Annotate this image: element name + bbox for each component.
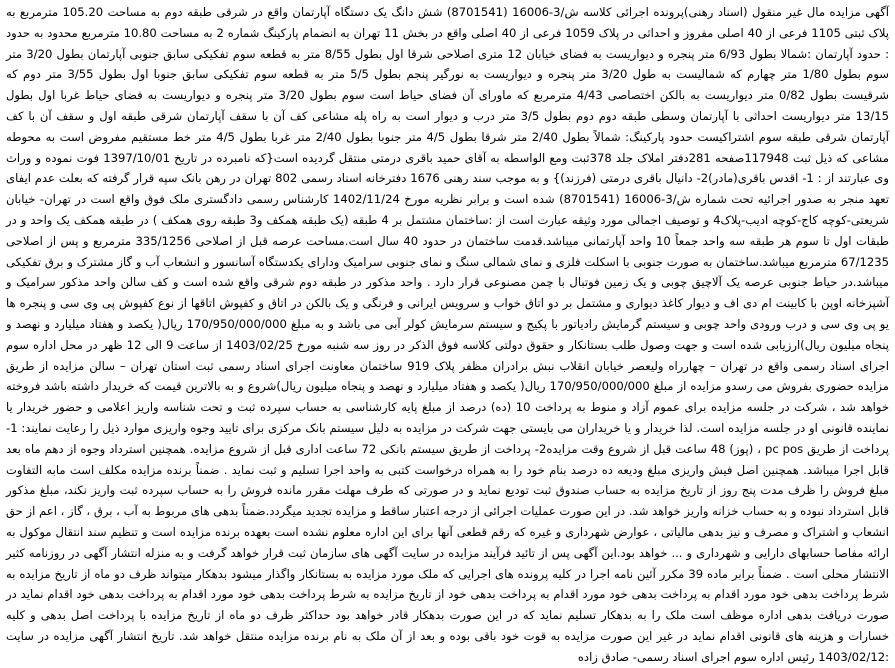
- auction-notice-body: آگهی مزایده مال غیر منقول (اسناد رهنی)پرونده اجرائی کلاسه ش/3-16006 (8701541) شش دانگ یک دستگاه آپارتمان واقع در شرقی طبقه دوم به مساحت 105.20 مترمربع به پلاک ثبتی 1105 فرعی از 40 اصلی مفروز و احداثی در پلاک 1059 فرعی از 40 اصلی واقع در بخش 11 تهران به انضمام پارکینگ شماره 2 به مساحت 10.80 مترمربع محدود به حدود : حدود آپارتمان :شمالا بطول 6/93 متر پنجره و دیواریست به فضای خیابان 12 متری اصلاحی شرقا اول بطول 8/55 متر به قطعه سوم تفکیکی سابق جنوبی آپارتمان بطول 3/20 متر سوم بطول 1/80 متر چهارم که شمالیست به طول 3/20 متر پنجره و دیواریست به نورگیر پنجم بطول 5/5 متر به قطعه سوم تفکیکی سابق جنوبا اول بطول 3/55 متر دوم که شرقیست بطول 0/82 متر دیواریست به بالکن اختصاصی 4/43 مترمربع که ماورای آن فضای حیاط است سوم بطول 3/20 متر پنجره و دیواریست به فضای حیاط غربا اول بطول 13/15 متر دیواریست احداثی با آپارتمان وسطی طبقه دوم دوم بطول 3/5 متر درب و دیوار است به راه پله مشاعی کف آن با سقف آپارتمان شرقی طبقه اول و سقف آن با کف آپارتمان شرقی طبقه سوم اشتراکیست حدود پارکینگ: شمالاً بطول 2/40 متر شرقا بطول 4/5 متر جنوبا بطول 2/40 متر غربا بطول 4/5 متر خط مستقیم مفروض است به محوطه مشاعی که ذیل ثبت 117948صفحه 281دفتر املاک جلد 378ثبت ومع الواسطه به آقای حمید باقری درمتی منتقل گردیده است{که نامبرده در تاریخ 1397/10/01 فوت نموده و وراث وی عبارتند از : 1- اقدس باقری(مادر)2- دانیال باقری درمتی (فرزند)} و به موجب سند رهنی 1676 دفترخانه اسناد رسمی 802 تهران در رهن بانک سپه قرار گرفته که بعلت عدم ایفای تعهد منجر به صدور اجرائیه تحت شماره ش/3-16006 (8701541) شده است و برابر نظریه مورخ 1402/11/24 کارشناس رسمی دادگستری ملک فوق واقع است در تهران- خیابان شریعتی-کوچه کاج-کوچه ادیب-پلاک4 و توصیف اجمالی مورد وثیقه عبارت است از :ساختمان مشتمل بر 4 طبقه (یک طبقه همکف و3 طبقه روی همکف ) در طبقه همکف یک واحد و در طبقات اول تا سوم هر طبقه سه واحد جمعاً 10 واحد آپارتمانی میباشد.قدمت ساختمان در حدود 40 سال است.مساحت عرصه قبل از اصلاحی 335/1256 مترمربع و پس از اصلاحی 67/1235 مترمربع میباشد.ساختمان به صورت جنوبی با اسکلت فلزی و نمای شمالی سنگ و نمای جنوبی سرامیک ودارای یکدستگاه آسانسور و انشعاب آب و گاز مشترک و برق تفکیکی میباشد.در حیاط جنوبی عرصه یک آلاچیق چوبی و یک زمین فوتبال با چمن مصنوعی قرار دارد . واحد مذکور در طبقه دوم شرقی واقع شده است و کف سالن واحد مذکور سرامیک و آشپزخانه اوپن با کابینت ام دی اف و دیوار کاغذ دیواری و مشتمل بر دو اتاق خواب و سرویس ایرانی و فرنگی و یک بالکن در اتاق و کفپوش اتاقها از نوع کفپوش پی وی سی و پنجره ها یو پی وی سی و درب ورودی واحد چوبی و سیستم گرمایش رادیاتور با پکیج و سیستم سرمایش کولر آبی می باشد و به مبلغ 170/950/000/000 ریال( یکصد و هفتاد میلیارد و نهصد و پنجاه میلیون ریال)ارزیابی شده است و جهت وصول طلب بستانکار و حقوق دولتی کلاسه فوق الذکر در روز سه شنبه مورخ 1403/02/25 از ساعت 9 الی 12 ظهر در محل اداره سوم اجرای اسناد رسمی واقع در تهران – چهارراه ولیعصر خیابان انقلاب نبش برادران مظفر پلاک 919 ساختمان معاونت اجرای اسناد رسمی ثبت استان تهران – سالن مزایده از طریق مزایده حضوری بفروش می رسدو مزایده از مبلغ 170/950/000/000 ریال( یکصد و هفتاد میلیارد و نهصد و پنجاه میلیون ریال)شروع و به بالاترین قیمت که خریدار داشته باشد فروخته خواهد شد ، شرکت در جلسه مزایده برای عموم آزاد و منوط به پرداخت 10 (ده) درصد از مبلغ پایه کارشناسی به حساب سپرده ثبت و تحت شناسه واریز اعلامی و حضور خریدار یا نماینده قانونی او در جلسه مزایده است. لذا خریدار و یا خریداران می بایستی جهت شرکت در مزایده به دلیل سیستم بانک مرکزی برای تایید وجوه واریزی موارد ذیل را رعایت نمایند: 1- پرداخت از طریق pc pos ، (پوز) 48 ساعت قبل از شروع وقت مزایده2- پرداخت از طریق سیستم بانکی 72 ساعت اداری قبل از شروع مزایده. همچنین استرداد وجوه از دهم ماه بعد قابل اجرا میباشد. همچنین اصل فیش واریزی مبلغ ودیعه ده درصد بنام خود را به همراه درخواست کتبی به واحد اجرا تسلیم و ثبت نماید . ضمناً برنده مزایده مکلف است مابه التفاوت مبلغ فروش را ظرف مدت پنج روز از تاریخ مزایده به حساب صندوق ثبت تودیع نماید و در صورتی که طرف مهلت مقرر مانده فروش را به حساب سپرده ثبت واریز نکند، مبلغ مذکور قابل استرداد نبوده و به حساب خزانه واریز خواهد شد. در این صورت عملیات اجرائی از درجه اعتبار ساقط و مزایده تجدید میگردد.ضمناً بدهی های مربوط به آب ، برق ، گاز ، اعم از حق انشعاب و اشتراک و مصرف و نیز بدهی مالیاتی ، عوارض شهرداری و غیره که رقم قطعی آنها برای این اداره معلوم نشده است بعهده برنده مزایده است و تنظیم سند انتقال موکول به ارائه مفاصا حسابهای دارایی و شهرداری و ... خواهد بود.این آگهی پس از تائید فرآیند مزایده در سایت آگهی های سازمان ثبت قرار خواهد گرفت و به منزله انتشار آگهی در روزنامه کثیر الانتشار محلی است . ضمناً برابر ماده 39 مکرر آئین نامه اجرا در کلیه پرونده های اجرایی که ملک مورد مزایده به بستانکار واگذار میشود بدهکار میتواند ظرف دو ماه از تاریخ مزایده به شرط پرداخت بدهی خود مورد اقدام به پرداخت بدهی خود مورد اقدام به پرداخت بدهی خود از تاریخ مزایده به شرط پرداخت بدهی خود مورد اقدام به پرداخت بدهی خود اقدام نماید در صورت دریافت بدهی اداره موظف است ملک را به بدهکار تسلیم نماید که در این صورت بدهکار قادر خواهد بود حداکثر ظرف دو ماه از تاریخ مزایده با پرداخت اصل بدهی و کلیه خسارات و هزینه های قانونی اقدام نماید در غیر این صورت مزایده به قوت خود باقی بوده و بعد از آن ملک به نام برنده مزایده منتقل خواهد شد. تاریخ انتشار آگهی مزایده در سایت :1403/02/12 رئیس اداره سوم اجرای اسناد رسمی- صادق زاده: [6, 5, 890, 664]
